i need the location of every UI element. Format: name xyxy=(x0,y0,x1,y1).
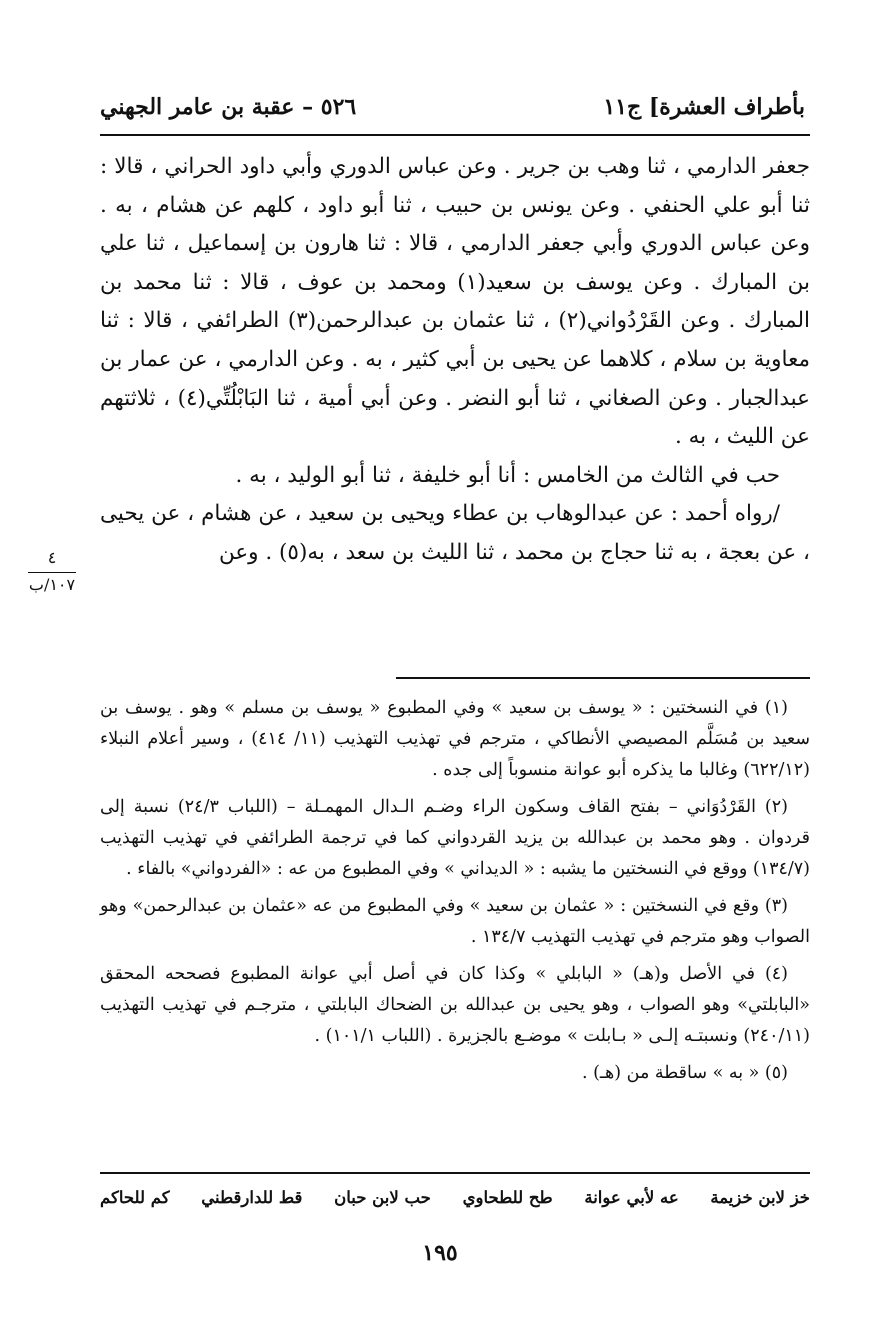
footnote-2: (٢) القَرْدُوَاني – بفتح القاف وسكون الراء وضـم الـدال المهمـلة – (اللباب ٢٤/٣) نسبة إلى قردوان . وهو محمد بن عبدالله بن يزيد القردواني كما في ترجمة الطرائفي في تهذيب التهذيب (١٣٤/٧) ووقع في النسختين ما يشبه : « الديداني » وفي المطبوع من عه : «الفردواني» بالفاء . xyxy=(100,797,810,879)
footer-divider xyxy=(100,1172,810,1174)
sigla-item: عه لأبي عوانة xyxy=(584,1188,679,1207)
sigla-item: خز لابن خزيمة xyxy=(710,1188,810,1207)
main-paragraph-2: حب في الثالث من الخامس : أنا أبو خليفة ، ثنا أبو الوليد ، به . xyxy=(235,462,780,488)
sigla-legend xyxy=(100,1188,810,1207)
page-number: ١٩٥ xyxy=(422,1240,458,1266)
main-paragraph-1: جعفر الدارمي ، ثنا وهب بن جرير . وعن عباس الدوري وأبي داود الحراني ، قالا : ثنا أبو علي الحنفي . وعن يونس بن حبيب ، ثنا أبو داود ، كلهم عن هشام ، به . وعن عباس الدوري وأبي جعفر الدارمي ، قالا : ثنا هارون بن إسماعيل ، ثنا علي بن المبارك . وعن يوسف بن سعيد(١) ومحمد بن عوف ، قالا : ثنا محمد بن المبارك . وعن القَرْدُواني(٢) ، ثنا عثمان بن عبدالرحمن(٣) الطرائفي ، قالا : ثنا معاوية بن سلام ، كلاهما عن يحيى بن أبي كثير ، به . وعن الدارمي ، عن عمار بن عبدالجبار . وعن الصغاني ، ثنا أبو النضر . وعن أبي أمية ، ثنا البَابْلُتِّي(٤) ، ثلاثتهم عن الليث ، به . xyxy=(100,154,811,450)
main-paragraph-3: /رواه أحمد : عن عبدالوهاب بن عطاء ويحيى بن سعيد ، عن هشام ، عن يحيى ، عن بعجة ، به ثنا حجاج بن محمد ، ثنا الليث بن سعد ، به(٥) . وعن xyxy=(100,501,810,565)
footnote-4: (٤) في الأصل و(هـ) « البابلي » وكذا كان في أصل أبي عوانة المطبوع فصححه المحقق «البابلتي» وهو الصواب ، وهو يحيى بن عبدالله بن الضحاك البابلتي ، مترجـم في تهذيب التهذيب (٢٤٠/١١) ونسبتـه إلـى « بـابلت » موضـع بالجزيرة . (اللباب ١٠١/١) . xyxy=(100,964,810,1046)
footnotes-divider xyxy=(396,677,810,679)
header-hadith-title: ٥٢٦ – عقبة بن عامر الجهني xyxy=(100,94,357,120)
footnotes-block xyxy=(100,693,810,1089)
header-volume-title: بأطراف العشرة] ج١١ xyxy=(603,94,805,120)
sigla-item: كم للحاكم xyxy=(100,1188,170,1207)
sigla-item: قط للدارقطني xyxy=(201,1188,303,1207)
header-divider xyxy=(100,134,810,136)
folio-marker-top: ٤ xyxy=(47,548,57,567)
folio-marker-bar xyxy=(28,572,76,573)
sigla-item: حب لابن حبان xyxy=(334,1188,431,1207)
sigla-item: طح للطحاوي xyxy=(462,1188,553,1207)
folio-marker-bottom: ١٠٧/ب xyxy=(28,575,76,594)
footnote-3: (٣) وقع في النسختين : « عثمان بن سعيد » وفي المطبوع من عه «عثمان بن عبدالرحمن» وهو الصواب وهو مترجم في تهذيب التهذيب ١٣٤/٧ . xyxy=(100,896,810,947)
footnote-1: (١) في النسختين : « يوسف بن سعيد » وفي المطبوع « يوسف بن مسلم » وهو . يوسف بن سعيد بن مُسَلَّم المصيصي الأنطاكي ، مترجم في تهذيب التهذيب (١١/ ٤١٤) ، وسير أعلام النبلاء (٦٢٢/١٢) وغالبا ما يذكره أبو عوانة منسوباً إلى جده . xyxy=(100,698,810,780)
main-text-block xyxy=(100,148,810,573)
manuscript-folio-marker xyxy=(20,548,84,595)
footnote-5: (٥) « به » ساقطة من (هـ) . xyxy=(581,1063,788,1083)
running-header xyxy=(100,80,805,120)
